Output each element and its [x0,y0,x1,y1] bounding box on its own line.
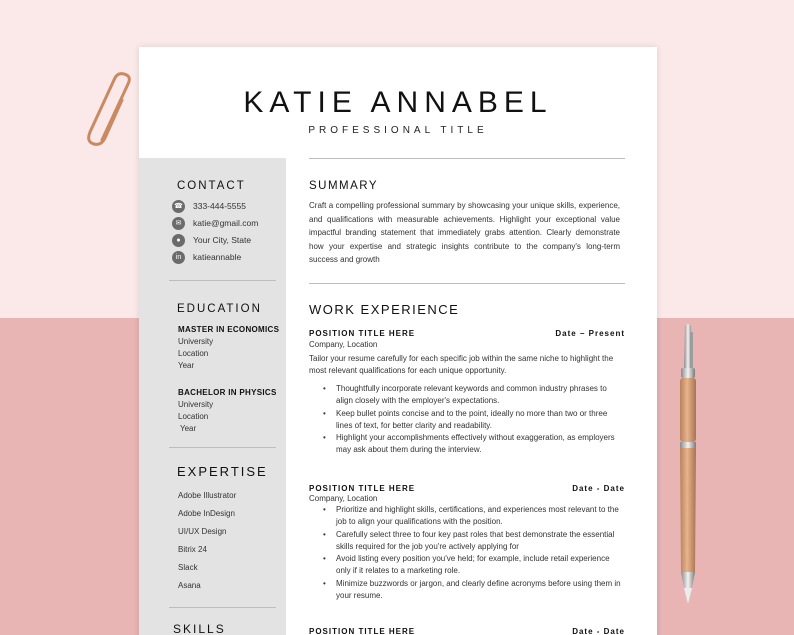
work-experience-heading: WORK EXPERIENCE [309,302,460,317]
skills-heading: SKILLS [173,622,226,635]
job-bullet: • Keep bullet points concise and to the point, ideally no more than two or three lines of text, for better clarity and readability. [323,408,625,433]
job-company: Company, Location [309,340,378,349]
contact-email [172,216,258,230]
pen-icon [668,322,708,612]
education-location: Location [178,412,209,421]
contact-location [172,233,251,247]
education-year: Year [178,361,195,370]
job-bullet: • Highlight your accomplishments effectively without exaggeration, as employers may ask about them during the interview. [323,432,625,457]
contact-email-text: katie@gmail.com [193,218,259,228]
divider [309,158,625,159]
divider [309,283,625,284]
professional-title: PROFESSIONAL TITLE [308,125,488,136]
job-company: Company, Location [309,494,378,503]
job-bullet: • Thoughtfully incorporate relevant keywords and common industry phrases to align closely with the employer's expectations. [323,383,625,408]
education-location: Location [178,349,209,358]
expertise-item: Bitrix 24 [178,545,207,554]
education-degree: MASTER IN ECONOMICS [178,325,280,334]
contact-phone-text: 333-444-5555 [193,201,246,211]
contact-phone [172,199,246,213]
resume-name: KATIE ANNABEL [243,86,553,119]
education-school: University [178,400,214,409]
job-bullets [323,383,625,457]
email-icon: ✉ [172,217,185,230]
location-icon: ● [172,234,185,247]
contact-linkedin [172,250,241,264]
job-date: Date – Present [555,329,625,338]
expertise-item: Adobe InDesign [178,509,235,518]
job-bullet: • Prioritize and highlight skills, certifications, and experiences most relevant to the job to align your qualifications with the position. [323,504,625,529]
contact-location-text: Your City, State [193,235,252,245]
summary-text: Craft a compelling professional summary by showcasing your unique skills, experience, and qualifications with measurable achievements. Highlight your exceptional value impactful branding statement that immediately grabs attention. Clearly demonstrate how your expertise and strategic insights contribute to the company's long-term success and growth [309,201,620,264]
expertise-item: Asana [178,581,201,590]
contact-heading: CONTACT [177,180,246,192]
resume-page [139,47,657,635]
job-date: Date - Date [572,484,625,493]
phone-icon: ☎ [172,200,185,213]
job-title: POSITION TITLE HERE [309,484,416,493]
education-year: Year [180,424,197,433]
expertise-item: UI/UX Design [178,527,227,536]
job-bullets [323,504,625,602]
paperclip-icon [82,72,142,152]
sidebar-divider [169,280,276,281]
sidebar-divider [169,447,276,448]
job-bullet: • Avoid listing every position you've held; for example, include retail experience only if it relates to a marketing role. [323,553,625,578]
sidebar-divider [169,607,276,608]
expertise-item: Slack [178,563,198,572]
job-date: Date - Date [572,627,625,635]
contact-linkedin-text: katieannable [193,252,242,262]
job-description: Tailor your resume carefully for each specific job within the same niche to highlight the most relevant qualifications for each unique opportunity. [309,354,614,376]
job-bullet: • Carefully select three to four key past roles that best demonstrate the essential skills required for the job you're actively applying for [323,529,625,554]
job-title: POSITION TITLE HERE [309,329,416,338]
education-school: University [178,337,214,346]
linkedin-icon: in [172,251,185,264]
summary-heading: SUMMARY [309,180,379,192]
expertise-item: Adobe Illustrator [178,491,237,500]
job-bullet: • Minimize buzzwords or jargon, and clearly define acronyms before using them in your resume. [323,578,625,603]
expertise-heading: EXPERTISE [177,464,268,479]
education-heading: EDUCATION [177,303,262,315]
job-title: POSITION TITLE HERE [309,627,416,635]
education-degree: BACHELOR IN PHYSICS [178,388,277,397]
